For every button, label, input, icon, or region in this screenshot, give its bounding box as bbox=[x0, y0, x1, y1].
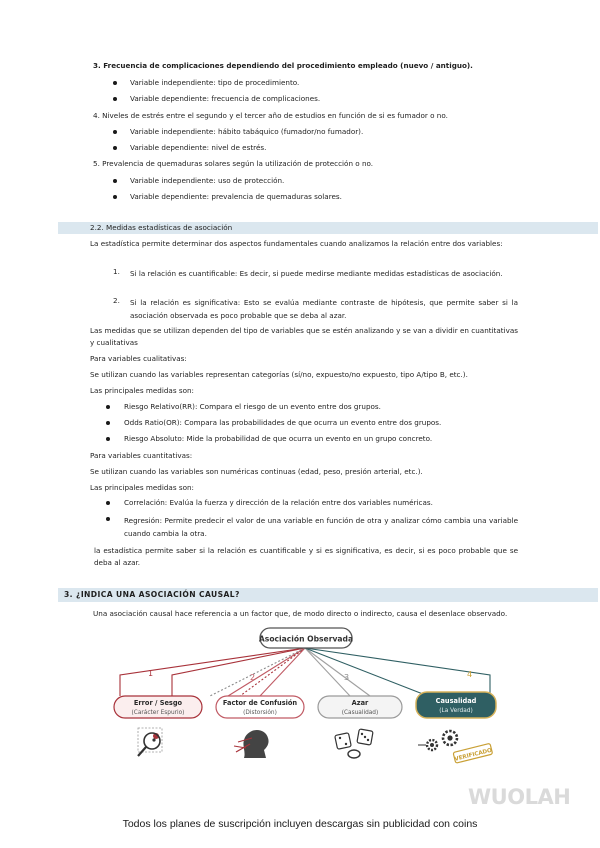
magnifier-target-icon bbox=[138, 728, 162, 756]
qualitative-item: Odds Ratio(OR): Compara las probabilidades de que ocurra un evento entre dos grupos. bbox=[124, 418, 442, 427]
list-item-3-dep: Variable dependiente: frecuencia de complicaciones. bbox=[130, 94, 321, 103]
qualitative-main: Las principales medidas son: bbox=[90, 386, 194, 395]
node-number: 2 bbox=[250, 673, 256, 682]
measures-paragraph: Las medidas que se utilizan dependen del tipo de variables que se estén analizando y se van a dividir en cuantitativas y cualitativas bbox=[90, 326, 518, 347]
bullet-icon bbox=[113, 195, 117, 199]
head-silhouette-icon bbox=[234, 730, 269, 758]
node-number: 4 bbox=[467, 670, 473, 679]
node-confounding bbox=[216, 696, 304, 718]
node-subtitle: (Distorsión) bbox=[243, 710, 277, 716]
bullet-icon bbox=[113, 146, 117, 150]
watermark-logo: WUOLAH bbox=[468, 785, 571, 809]
causal-association-diagram bbox=[110, 620, 500, 770]
quantitative-item: Regresión: Permite predecir el valor de una variable en función de otra y analizar cómo cambia una variable cuando cambia la otra. bbox=[124, 516, 518, 538]
node-subtitle: (La Verdad) bbox=[439, 708, 473, 714]
root-label: Asociación Observada bbox=[258, 634, 354, 644]
section-heading-bar bbox=[58, 222, 598, 234]
root-node bbox=[259, 628, 353, 648]
quantitative-title: Para variables cuantitativas: bbox=[90, 451, 193, 460]
footer-text: Todos los planes de suscripción incluyen descargas sin publicidad con coins bbox=[122, 818, 478, 830]
bullet-icon bbox=[106, 405, 110, 409]
qualitative-title: Para variables cualitativas: bbox=[90, 354, 187, 363]
point-number: 2. bbox=[113, 296, 120, 305]
section3-text: Una asociación causal hace referencia a un factor que, de modo directo o indirecto, causa el desenlace observado. bbox=[93, 609, 508, 618]
point-quantifiable: Si la relación es cuantificable: Es decir, si puede medirse mediante medidas estadísticas de asociación. bbox=[130, 269, 503, 278]
bullet-icon bbox=[106, 501, 110, 505]
verified-stamp bbox=[453, 743, 493, 763]
node-error-bias bbox=[114, 696, 202, 718]
bullet-icon bbox=[106, 421, 110, 425]
bullet-icon bbox=[113, 81, 117, 85]
qualitative-use: Se utilizan cuando las variables representan categorías (sí/no, expuesto/no expuesto, tipo A/tipo B, etc.). bbox=[90, 370, 468, 379]
node-number: 1 bbox=[148, 669, 154, 678]
node-title: Causalidad bbox=[435, 697, 477, 705]
list-item-3-indep: Variable independiente: tipo de procedimiento. bbox=[130, 78, 300, 87]
stamp-label: VERIFICADO bbox=[454, 747, 493, 763]
quantitative-item: Correlación: Evalúa la fuerza y dirección de la relación entre dos variables numéricas. bbox=[124, 498, 433, 507]
qualitative-item: Riesgo Absoluto: Mide la probabilidad de que ocurra un evento en un grupo concreto. bbox=[124, 434, 433, 443]
section-heading: 2.2. Medidas estadísticas de asociación bbox=[90, 223, 233, 232]
section-intro: La estadística permite determinar dos aspectos fundamentales cuando analizamos la relación entre dos variables: bbox=[90, 239, 503, 248]
list-item-4-indep: Variable independiente: hábito tabáquico (fumador/no fumador). bbox=[130, 127, 364, 136]
gears-icon bbox=[418, 731, 457, 750]
section3-heading-bar bbox=[58, 588, 598, 602]
node-number: 3 bbox=[344, 673, 350, 682]
section3-heading: 3. ¿INDICA UNA ASOCIACIÓN CAUSAL? bbox=[64, 590, 240, 599]
list-item-5-title: 5. Prevalencia de quemaduras solares según la utilización de protección o no. bbox=[93, 159, 374, 168]
node-title: Azar bbox=[351, 699, 369, 707]
bullet-icon bbox=[113, 130, 117, 134]
quantitative-use: Se utilizan cuando las variables son numéricas continuas (edad, peso, presión arterial, etc.). bbox=[90, 467, 423, 476]
connector-lines bbox=[120, 648, 490, 696]
node-causality bbox=[416, 692, 496, 718]
quantitative-main: Las principales medidas son: bbox=[90, 483, 194, 492]
point-significant: Si la relación es significativa: Esto se evalúa mediante contraste de hipótesis, que permite saber si la asociación observada es poco probable que se deba al azar. bbox=[130, 298, 518, 320]
bullet-icon bbox=[106, 517, 110, 521]
node-title: Error / Sesgo bbox=[133, 699, 183, 707]
node-subtitle: (Carácter Espurio) bbox=[131, 710, 185, 716]
node-chance bbox=[318, 696, 402, 718]
list-item-3-title: 3. Frecuencia de complicaciones dependiendo del procedimiento empleado (nuevo / antiguo). bbox=[93, 61, 473, 70]
dice-icon bbox=[335, 729, 373, 758]
list-item-5-indep: Variable independiente: uso de protección. bbox=[130, 176, 285, 185]
node-subtitle: (Casualidad) bbox=[341, 710, 379, 716]
list-item-5-dep: Variable dependiente: prevalencia de quemaduras solares. bbox=[130, 192, 342, 201]
node-title: Factor de Confusión bbox=[222, 699, 298, 707]
bullet-icon bbox=[113, 179, 117, 183]
bullet-icon bbox=[106, 437, 110, 441]
list-item-4-dep: Variable dependiente: nivel de estrés. bbox=[130, 143, 267, 152]
qualitative-item: Riesgo Relativo(RR): Compara el riesgo de un evento entre dos grupos. bbox=[124, 402, 381, 411]
conclusion-paragraph: la estadística permite saber si la relación es cuantificable y si es significativa, es decir, si es poco probable que se deba al azar. bbox=[94, 546, 518, 567]
point-number: 1. bbox=[113, 267, 120, 276]
list-item-4-title: 4. Niveles de estrés entre el segundo y el tercer año de estudios en función de si es fumador o no. bbox=[93, 111, 448, 120]
bullet-icon bbox=[113, 97, 117, 101]
